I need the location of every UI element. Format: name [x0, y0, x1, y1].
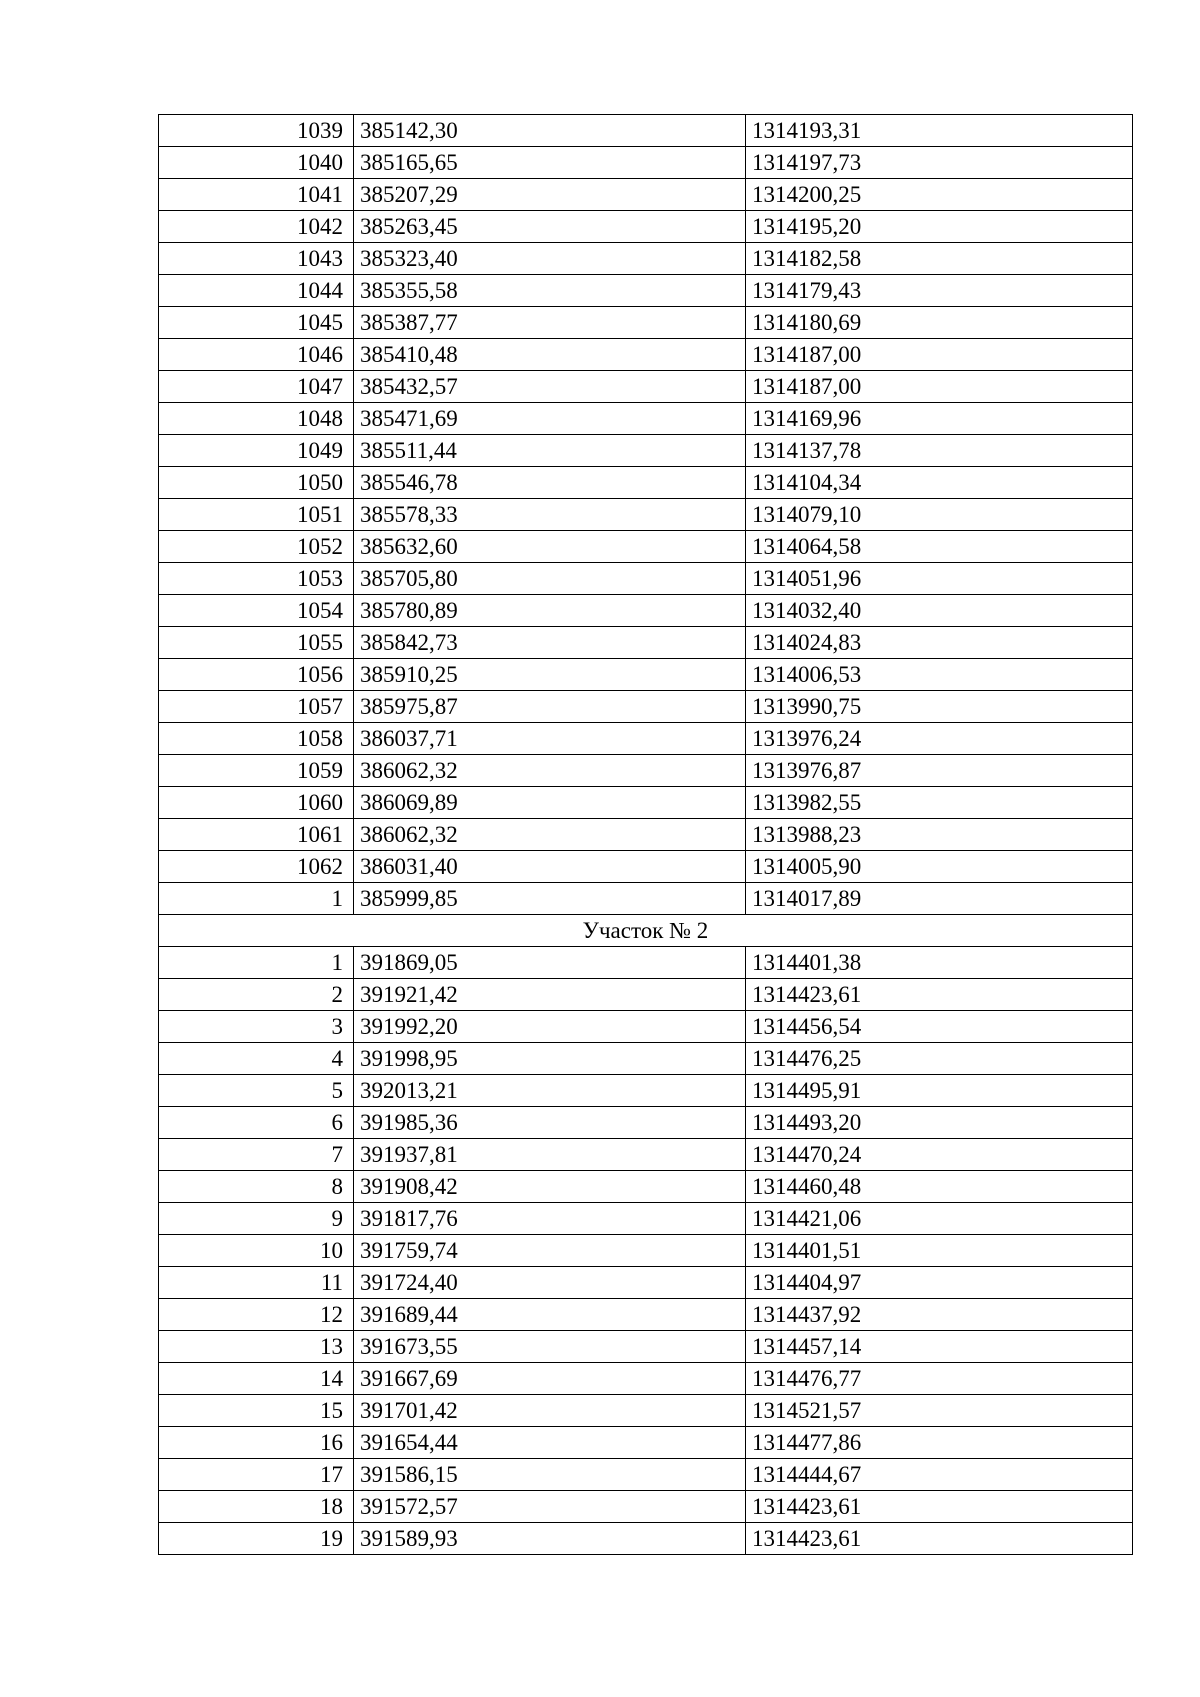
x-coordinate-cell: 385578,33 — [354, 499, 746, 531]
point-number-cell: 1043 — [159, 243, 354, 275]
table-row — [159, 435, 1133, 467]
table-row — [159, 147, 1133, 179]
x-coordinate-cell: 386062,32 — [354, 755, 746, 787]
y-coordinate-cell: 1314495,91 — [746, 1075, 1133, 1107]
table-row — [159, 883, 1133, 915]
x-coordinate-cell: 385387,77 — [354, 307, 746, 339]
table-row — [159, 1139, 1133, 1171]
y-coordinate-cell: 1314193,31 — [746, 115, 1133, 147]
x-coordinate-cell: 385471,69 — [354, 403, 746, 435]
x-coordinate-cell: 385410,48 — [354, 339, 746, 371]
table-row — [159, 1491, 1133, 1523]
table-row — [159, 1267, 1133, 1299]
table-row — [159, 531, 1133, 563]
table-row — [159, 851, 1133, 883]
point-number-cell: 1046 — [159, 339, 354, 371]
y-coordinate-cell: 1314470,24 — [746, 1139, 1133, 1171]
table-row — [159, 1299, 1133, 1331]
point-number-cell: 1060 — [159, 787, 354, 819]
point-number-cell: 12 — [159, 1299, 354, 1331]
x-coordinate-cell: 391589,93 — [354, 1523, 746, 1555]
y-coordinate-cell: 1314137,78 — [746, 435, 1133, 467]
table-row — [159, 1203, 1133, 1235]
point-number-cell: 19 — [159, 1523, 354, 1555]
x-coordinate-cell: 391667,69 — [354, 1363, 746, 1395]
point-number-cell: 1053 — [159, 563, 354, 595]
y-coordinate-cell: 1314401,51 — [746, 1235, 1133, 1267]
point-number-cell: 7 — [159, 1139, 354, 1171]
point-number-cell: 1050 — [159, 467, 354, 499]
point-number-cell: 10 — [159, 1235, 354, 1267]
y-coordinate-cell: 1314064,58 — [746, 531, 1133, 563]
point-number-cell: 1056 — [159, 659, 354, 691]
point-number-cell: 17 — [159, 1459, 354, 1491]
table-row — [159, 339, 1133, 371]
x-coordinate-cell: 391921,42 — [354, 979, 746, 1011]
point-number-cell: 2 — [159, 979, 354, 1011]
x-coordinate-cell: 385910,25 — [354, 659, 746, 691]
point-number-cell: 1062 — [159, 851, 354, 883]
table-row — [159, 979, 1133, 1011]
y-coordinate-cell: 1314187,00 — [746, 371, 1133, 403]
point-number-cell: 1059 — [159, 755, 354, 787]
y-coordinate-cell: 1314457,14 — [746, 1331, 1133, 1363]
point-number-cell: 1055 — [159, 627, 354, 659]
point-number-cell: 5 — [159, 1075, 354, 1107]
coordinates-table — [158, 114, 1133, 1555]
x-coordinate-cell: 391908,42 — [354, 1171, 746, 1203]
table-row — [159, 1235, 1133, 1267]
x-coordinate-cell: 385355,58 — [354, 275, 746, 307]
y-coordinate-cell: 1314521,57 — [746, 1395, 1133, 1427]
y-coordinate-cell: 1314456,54 — [746, 1011, 1133, 1043]
x-coordinate-cell: 386037,71 — [354, 723, 746, 755]
point-number-cell: 18 — [159, 1491, 354, 1523]
section-title: Участок № 2 — [159, 915, 1133, 947]
table-row — [159, 1107, 1133, 1139]
point-number-cell: 14 — [159, 1363, 354, 1395]
table-row — [159, 307, 1133, 339]
x-coordinate-cell: 385842,73 — [354, 627, 746, 659]
x-coordinate-cell: 385165,65 — [354, 147, 746, 179]
table-row — [159, 115, 1133, 147]
x-coordinate-cell: 386062,32 — [354, 819, 746, 851]
point-number-cell: 1048 — [159, 403, 354, 435]
y-coordinate-cell: 1314079,10 — [746, 499, 1133, 531]
x-coordinate-cell: 385632,60 — [354, 531, 746, 563]
section-header-row — [159, 915, 1133, 947]
x-coordinate-cell: 391673,55 — [354, 1331, 746, 1363]
table-row — [159, 627, 1133, 659]
table-row — [159, 371, 1133, 403]
table-row — [159, 243, 1133, 275]
table-row — [159, 467, 1133, 499]
point-number-cell: 8 — [159, 1171, 354, 1203]
point-number-cell: 1 — [159, 947, 354, 979]
point-number-cell: 1044 — [159, 275, 354, 307]
y-coordinate-cell: 1314437,92 — [746, 1299, 1133, 1331]
y-coordinate-cell: 1314421,06 — [746, 1203, 1133, 1235]
x-coordinate-cell: 385975,87 — [354, 691, 746, 723]
point-number-cell: 1045 — [159, 307, 354, 339]
point-number-cell: 1 — [159, 883, 354, 915]
y-coordinate-cell: 1314423,61 — [746, 979, 1133, 1011]
y-coordinate-cell: 1314197,73 — [746, 147, 1133, 179]
point-number-cell: 6 — [159, 1107, 354, 1139]
y-coordinate-cell: 1314444,67 — [746, 1459, 1133, 1491]
table-row — [159, 1171, 1133, 1203]
x-coordinate-cell: 391572,57 — [354, 1491, 746, 1523]
y-coordinate-cell: 1314051,96 — [746, 563, 1133, 595]
x-coordinate-cell: 385142,30 — [354, 115, 746, 147]
y-coordinate-cell: 1314179,43 — [746, 275, 1133, 307]
table-row — [159, 1011, 1133, 1043]
x-coordinate-cell: 386069,89 — [354, 787, 746, 819]
y-coordinate-cell: 1314401,38 — [746, 947, 1133, 979]
y-coordinate-cell: 1314104,34 — [746, 467, 1133, 499]
table-row — [159, 1395, 1133, 1427]
y-coordinate-cell: 1314032,40 — [746, 595, 1133, 627]
y-coordinate-cell: 1314005,90 — [746, 851, 1133, 883]
y-coordinate-cell: 1313988,23 — [746, 819, 1133, 851]
x-coordinate-cell: 385511,44 — [354, 435, 746, 467]
table-body-section-1 — [159, 115, 1133, 915]
x-coordinate-cell: 391654,44 — [354, 1427, 746, 1459]
table-row — [159, 723, 1133, 755]
y-coordinate-cell: 1314477,86 — [746, 1427, 1133, 1459]
x-coordinate-cell: 391985,36 — [354, 1107, 746, 1139]
x-coordinate-cell: 391817,76 — [354, 1203, 746, 1235]
x-coordinate-cell: 391689,44 — [354, 1299, 746, 1331]
table-row — [159, 1331, 1133, 1363]
table-row — [159, 1523, 1133, 1555]
y-coordinate-cell: 1314195,20 — [746, 211, 1133, 243]
x-coordinate-cell: 385999,85 — [354, 883, 746, 915]
point-number-cell: 1039 — [159, 115, 354, 147]
x-coordinate-cell: 391937,81 — [354, 1139, 746, 1171]
point-number-cell: 1042 — [159, 211, 354, 243]
x-coordinate-cell: 391869,05 — [354, 947, 746, 979]
point-number-cell: 1061 — [159, 819, 354, 851]
table-row — [159, 659, 1133, 691]
table-row — [159, 947, 1133, 979]
y-coordinate-cell: 1314476,77 — [746, 1363, 1133, 1395]
point-number-cell: 1058 — [159, 723, 354, 755]
y-coordinate-cell: 1314169,96 — [746, 403, 1133, 435]
point-number-cell: 3 — [159, 1011, 354, 1043]
table-row — [159, 179, 1133, 211]
x-coordinate-cell: 391701,42 — [354, 1395, 746, 1427]
x-coordinate-cell: 391759,74 — [354, 1235, 746, 1267]
x-coordinate-cell: 391724,40 — [354, 1267, 746, 1299]
y-coordinate-cell: 1314493,20 — [746, 1107, 1133, 1139]
x-coordinate-cell: 391992,20 — [354, 1011, 746, 1043]
table-body-section-2 — [159, 947, 1133, 1555]
point-number-cell: 1049 — [159, 435, 354, 467]
point-number-cell: 15 — [159, 1395, 354, 1427]
table-row — [159, 691, 1133, 723]
y-coordinate-cell: 1314180,69 — [746, 307, 1133, 339]
y-coordinate-cell: 1314476,25 — [746, 1043, 1133, 1075]
point-number-cell: 16 — [159, 1427, 354, 1459]
x-coordinate-cell: 391586,15 — [354, 1459, 746, 1491]
table-row — [159, 1427, 1133, 1459]
y-coordinate-cell: 1314024,83 — [746, 627, 1133, 659]
y-coordinate-cell: 1313990,75 — [746, 691, 1133, 723]
point-number-cell: 1040 — [159, 147, 354, 179]
y-coordinate-cell: 1313976,87 — [746, 755, 1133, 787]
table-row — [159, 211, 1133, 243]
table-row — [159, 1363, 1133, 1395]
y-coordinate-cell: 1314423,61 — [746, 1523, 1133, 1555]
y-coordinate-cell: 1314200,25 — [746, 179, 1133, 211]
point-number-cell: 1047 — [159, 371, 354, 403]
x-coordinate-cell: 385705,80 — [354, 563, 746, 595]
x-coordinate-cell: 392013,21 — [354, 1075, 746, 1107]
y-coordinate-cell: 1314423,61 — [746, 1491, 1133, 1523]
point-number-cell: 1054 — [159, 595, 354, 627]
y-coordinate-cell: 1314182,58 — [746, 243, 1133, 275]
table-row — [159, 595, 1133, 627]
table-row — [159, 499, 1133, 531]
table-row — [159, 755, 1133, 787]
table-row — [159, 1043, 1133, 1075]
point-number-cell: 13 — [159, 1331, 354, 1363]
x-coordinate-cell: 385323,40 — [354, 243, 746, 275]
table-row — [159, 819, 1133, 851]
point-number-cell: 1052 — [159, 531, 354, 563]
y-coordinate-cell: 1314404,97 — [746, 1267, 1133, 1299]
y-coordinate-cell: 1314006,53 — [746, 659, 1133, 691]
x-coordinate-cell: 385546,78 — [354, 467, 746, 499]
point-number-cell: 1051 — [159, 499, 354, 531]
y-coordinate-cell: 1314460,48 — [746, 1171, 1133, 1203]
x-coordinate-cell: 391998,95 — [354, 1043, 746, 1075]
point-number-cell: 4 — [159, 1043, 354, 1075]
x-coordinate-cell: 385780,89 — [354, 595, 746, 627]
x-coordinate-cell: 386031,40 — [354, 851, 746, 883]
table-row — [159, 275, 1133, 307]
y-coordinate-cell: 1313976,24 — [746, 723, 1133, 755]
x-coordinate-cell: 385207,29 — [354, 179, 746, 211]
point-number-cell: 9 — [159, 1203, 354, 1235]
x-coordinate-cell: 385432,57 — [354, 371, 746, 403]
point-number-cell: 1041 — [159, 179, 354, 211]
table-row — [159, 1459, 1133, 1491]
table-row — [159, 1075, 1133, 1107]
section-header-group — [159, 915, 1133, 947]
y-coordinate-cell: 1314017,89 — [746, 883, 1133, 915]
table-row — [159, 563, 1133, 595]
table-row — [159, 787, 1133, 819]
point-number-cell: 1057 — [159, 691, 354, 723]
y-coordinate-cell: 1313982,55 — [746, 787, 1133, 819]
point-number-cell: 11 — [159, 1267, 354, 1299]
x-coordinate-cell: 385263,45 — [354, 211, 746, 243]
table-row — [159, 403, 1133, 435]
y-coordinate-cell: 1314187,00 — [746, 339, 1133, 371]
